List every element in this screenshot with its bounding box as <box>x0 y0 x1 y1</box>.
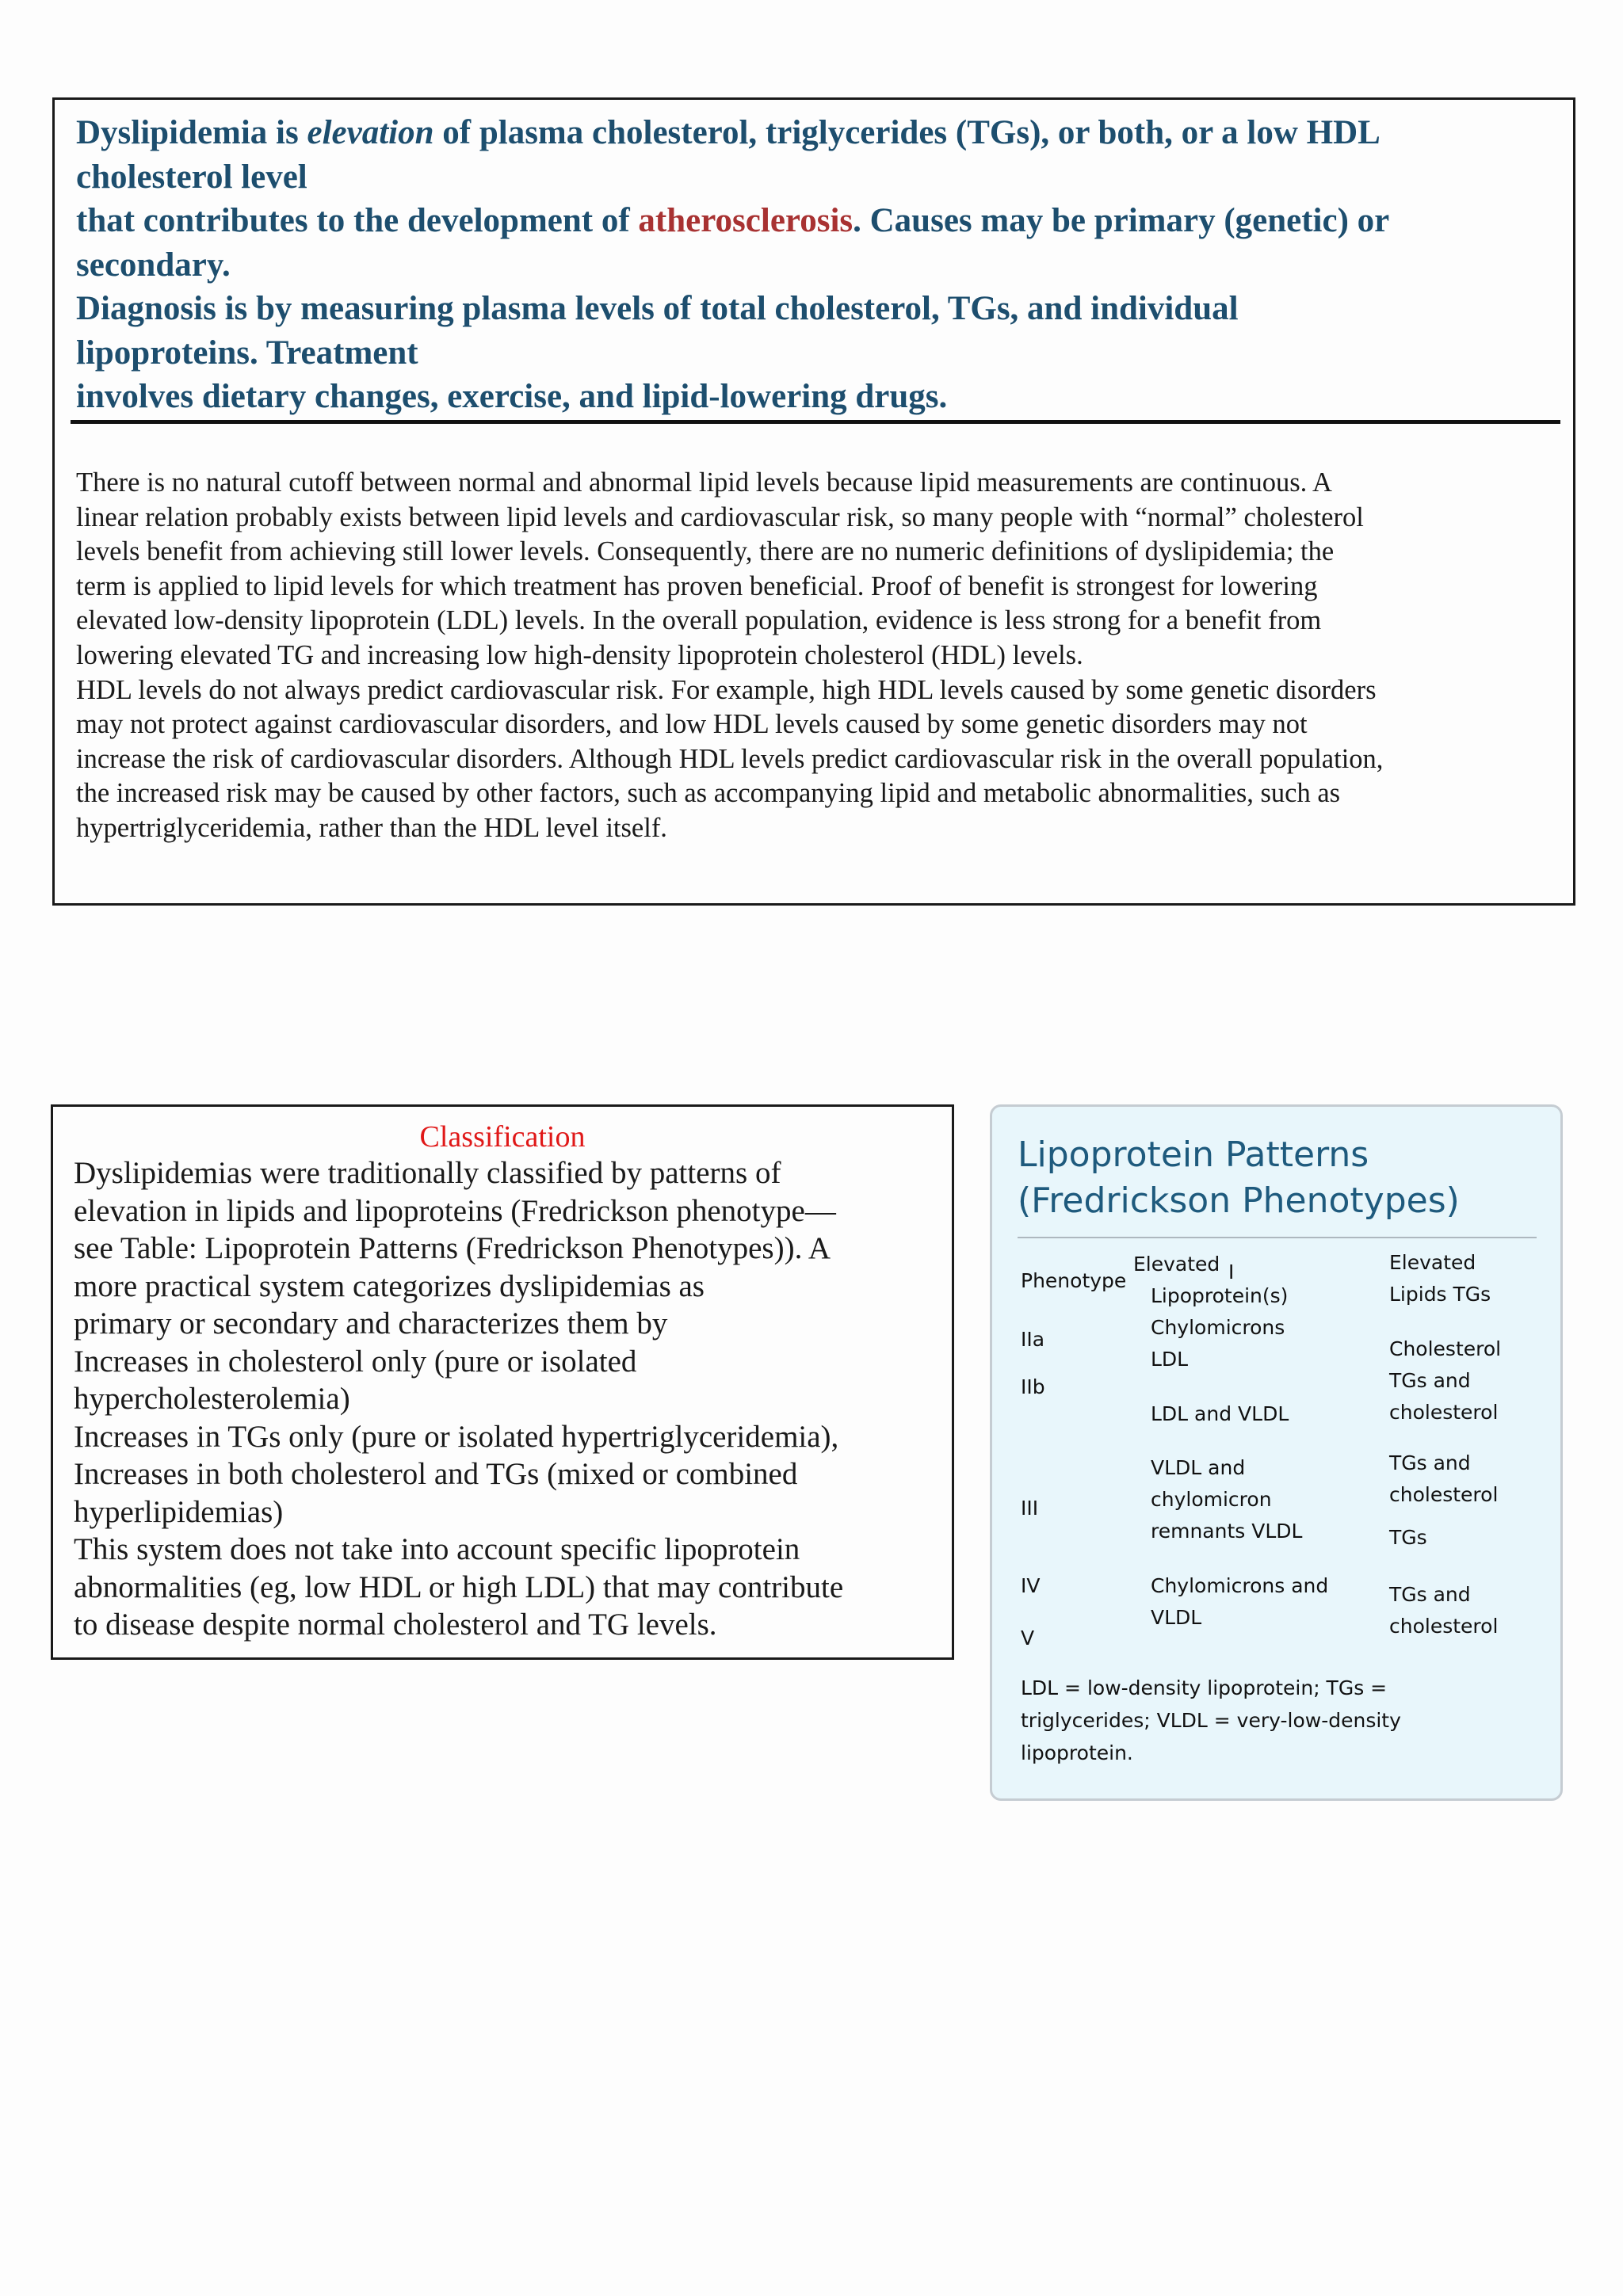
classification-line: hypercholesterolemia) <box>74 1382 350 1416</box>
body-line: There is no natural cutoff between normal and abnormal lipid levels because lipid measurements are continuous. A <box>76 467 1332 498</box>
classification-line: to disease despite normal cholesterol and TG levels. <box>74 1608 717 1642</box>
classification-line: primary or secondary and characterizes them by <box>74 1306 668 1341</box>
header-phenotype: Phenotype <box>1021 1269 1127 1292</box>
classification-line: hyperlipidemias) <box>74 1494 284 1529</box>
lipoprotein-table-title: Lipoprotein Patterns (Fredrickson Phenotypes) <box>1018 1135 1460 1221</box>
lipids-cell: TGs and cholesterol <box>1389 1451 1499 1506</box>
headline-line-1: Dyslipidemia is elevation of plasma cholesterol, triglycerides (TGs), or both, or a low HDL <box>76 114 1381 151</box>
lipoprotein-cell: LDL and VLDL <box>1151 1402 1289 1425</box>
body-line: may not protect against cardiovascular disorders, and low HDL levels caused by some genetic disorders may not <box>76 709 1308 740</box>
phenotype-cell: IV <box>1021 1574 1041 1597</box>
phenotype-cell: IIb <box>1021 1375 1045 1398</box>
classification-line: see Table: Lipoprotein Patterns (Fredrickson Phenotypes)). A <box>74 1231 831 1265</box>
body-line: increase the risk of cardiovascular disorders. Although HDL levels predict cardiovascular risk in the overall population, <box>76 743 1384 774</box>
body-line: linear relation probably exists between lipid levels and cardiovascular risk, so many people with “normal” cholesterol <box>76 502 1364 532</box>
header-lipoproteins: Lipoprotein(s) <box>1151 1284 1289 1307</box>
headline-line-5: Diagnosis is by measuring plasma levels of total cholesterol, TGs, and individual <box>76 290 1239 327</box>
body-line: hypertriglyceridemia, rather than the HDL level itself. <box>76 812 667 843</box>
classification-box <box>51 1104 954 1660</box>
lipoprotein-cell: Chylomicrons LDL <box>1151 1316 1285 1371</box>
emphasis-elevation: elevation <box>307 114 434 151</box>
header-elevated-lipids: Elevated Lipids TGs <box>1389 1251 1491 1306</box>
summary-headline <box>76 111 1574 419</box>
headline-line-2: cholesterol level <box>76 158 307 196</box>
classification-line: elevation in lipids and lipoproteins (Fredrickson phenotype— <box>74 1193 836 1228</box>
lipoprotein-cell: Chylomicrons and VLDL <box>1151 1574 1329 1629</box>
body-paragraph <box>76 466 1558 846</box>
body-line: levels benefit from achieving still lower levels. Consequently, there are no numeric definitions of dyslipidemia; the <box>76 536 1335 567</box>
classification-line: Increases in both cholesterol and TGs (mixed or combined <box>74 1457 798 1491</box>
classification-title: Classification <box>419 1120 586 1154</box>
phenotype-cell: V <box>1021 1627 1035 1650</box>
classification-line: Dyslipidemias were traditionally classified by patterns of <box>74 1156 781 1190</box>
lipoprotein-patterns-card <box>990 1104 1563 1801</box>
headline-line-6: lipoproteins. Treatment <box>76 334 418 372</box>
headline-line-7: involves dietary changes, exercise, and lipid-lowering drugs. <box>76 378 948 415</box>
title-divider <box>1018 1237 1537 1238</box>
lipids-cell: Cholesterol TGs and cholesterol <box>1389 1337 1502 1424</box>
classification-line: Increases in TGs only (pure or isolated hypertriglyceridemia), <box>74 1419 839 1454</box>
lipoprotein-cell: VLDL and chylomicron remnants VLDL <box>1151 1456 1303 1543</box>
classification-line: more practical system categorizes dyslipidemias as <box>74 1268 705 1303</box>
classification-line: abnormalities (eg, low HDL or high LDL) that may contribute <box>74 1569 844 1604</box>
body-line: lowering elevated TG and increasing low high-density lipoprotein cholesterol (HDL) levels. <box>76 639 1083 670</box>
divider <box>71 420 1560 424</box>
classification-text <box>74 1154 945 1644</box>
body-line: term is applied to lipid levels for which treatment has proven beneficial. Proof of benefit is strongest for lowering <box>76 570 1318 601</box>
body-line: elevated low-density lipoprotein (LDL) levels. In the overall population, evidence is less strong for a benefit from <box>76 605 1322 636</box>
header-marker: I <box>1228 1261 1235 1283</box>
table-footnote: LDL = low-density lipoprotein; TGs = triglycerides; VLDL = very-low-density lipoprotein. <box>1021 1676 1401 1764</box>
body-line: the increased risk may be caused by other factors, such as accompanying lipid and metabolic abnormalities, such as <box>76 778 1341 809</box>
classification-line: Increases in cholesterol only (pure or isolated <box>74 1344 637 1379</box>
phenotype-cell: III <box>1021 1497 1039 1520</box>
headline-line-4: secondary. <box>76 246 231 284</box>
lipids-cell: TGs <box>1389 1526 1427 1549</box>
highlight-atherosclerosis: atherosclerosis <box>638 202 854 239</box>
phenotype-cell: IIa <box>1021 1328 1045 1351</box>
header-elevated: Elevated <box>1133 1253 1220 1276</box>
body-line: HDL levels do not always predict cardiovascular risk. For example, high HDL levels caused by some genetic disorders <box>76 674 1377 705</box>
lipids-cell: TGs and cholesterol <box>1389 1583 1499 1638</box>
headline-line-3: that contributes to the development of atherosclerosis. Causes may be primary (genetic) or <box>76 202 1390 239</box>
summary-box <box>52 97 1575 906</box>
classification-line: This system does not take into account specific lipoprotein <box>74 1532 800 1566</box>
